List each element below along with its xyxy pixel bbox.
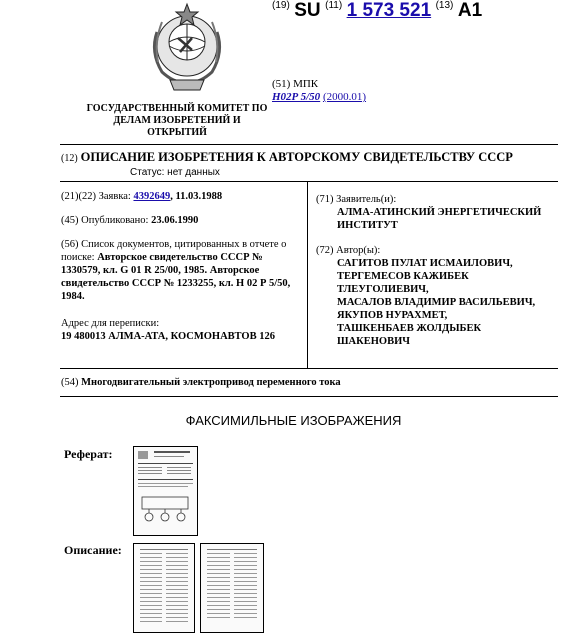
author-line: ТЛЕУГОЛИЕВИЧ, (337, 284, 429, 295)
author-line: ТЕРГЕМЕСОВ КАЖИБЕК (337, 271, 469, 282)
kind-code: A1 (457, 0, 483, 21)
title-code: (12) (61, 153, 78, 164)
lower-rule (60, 368, 558, 369)
description-page-2-thumbnail[interactable] (200, 543, 264, 633)
left-column (61, 190, 301, 351)
country-code: SU (294, 0, 321, 21)
top-rule (60, 144, 558, 145)
address-text: 19 480013 АЛМА-АТА, КОСМОНАВТОВ 126 (61, 331, 275, 342)
description-label: Описание: (64, 543, 122, 557)
application-label: (21)(22) Заявка: (61, 191, 131, 202)
author-line: ЯКУПОВ НУРАХМЕТ, (337, 310, 448, 321)
committee-line-1: ГОСУДАРСТВЕННЫЙ КОМИТЕТ ПО (86, 103, 268, 114)
published-row (61, 214, 301, 227)
mpk-class-link[interactable]: H02P 5/50 (272, 91, 321, 103)
invention-code: (54) (61, 377, 79, 388)
column-divider (307, 181, 308, 368)
cited-docs-label: (56) Список документов, цитированных в отчете о поиске: (61, 239, 287, 263)
status-text: Статус: нет данных (130, 167, 220, 178)
patent-number-link[interactable]: 1 573 521 (346, 0, 432, 21)
patent-number-line (272, 0, 482, 22)
abstract-thumbnail[interactable] (133, 446, 198, 536)
published-date: 23.06.1990 (151, 215, 199, 226)
mpk-block (272, 78, 366, 104)
committee-line-2: ДЕЛАМ ИЗОБРЕТЕНИЙ И ОТКРЫТИЙ (113, 115, 241, 138)
mid-rule (60, 181, 558, 182)
authors-label: (72) Автор(ы): (316, 245, 381, 256)
published-label: (45) Опубликовано: (61, 215, 149, 226)
code-13: (13) (435, 0, 454, 11)
application-row (61, 190, 301, 203)
author-line: МАСАЛОВ ВЛАДИМИР ВАСИЛЬЕВИЧ, (337, 297, 536, 308)
author-line: САГИТОВ ПУЛАТ ИСМАИЛОВИЧ, (337, 258, 513, 269)
code-19: (19) (272, 0, 290, 11)
applicant-label: (71) Заявитель(и): (316, 194, 397, 205)
title-text: ОПИСАНИЕ ИЗОБРЕТЕНИЯ К АВТОРСКОМУ СВИДЕТЕЛЬСТВУ СССР (80, 150, 513, 164)
applicant-text: АЛМА-АТИНСКИЙ ЭНЕРГЕТИЧЕСКИЙ ИНСТИТУТ (337, 207, 542, 231)
abstract-label: Реферат: (64, 447, 113, 461)
bottom-rule (60, 396, 558, 397)
invention-title (61, 377, 341, 388)
committee-name (86, 103, 268, 139)
application-number-link[interactable]: 4392649 (133, 191, 171, 202)
mpk-version-link[interactable]: (2000.01) (322, 91, 367, 103)
mpk-label: (51) МПК (272, 78, 319, 90)
author-line: ШАКЕНОВИЧ (337, 336, 410, 347)
state-emblem (140, 2, 234, 96)
address-block (61, 317, 301, 343)
code-11: (11) (325, 0, 343, 11)
author-line: ТАШКЕНБАЕВ ЖОЛДЫБЕК (337, 323, 482, 334)
cited-docs (61, 238, 301, 303)
applicant-block (316, 193, 566, 232)
cited-docs-text: Авторское свидетельство СССР № 1330579, кл. G 01 R 25/00, 1985. Авторское свидетельство СССР № 1233255, кл. Н 02 Р 5/50, 1984. (61, 252, 291, 302)
authors-block (316, 244, 566, 348)
application-date: , 11.03.1988 (170, 191, 223, 202)
description-page-1-thumbnail[interactable] (133, 543, 195, 633)
address-label: Адрес для переписки: (61, 318, 160, 329)
authors-list (316, 257, 566, 348)
invention-name: Многодвигательный электропривод переменного тока (81, 377, 341, 388)
document-title (61, 150, 513, 165)
facsimile-heading: ФАКСИМИЛЬНЫЕ ИЗОБРАЖЕНИЯ (185, 413, 402, 428)
right-column (316, 193, 566, 356)
